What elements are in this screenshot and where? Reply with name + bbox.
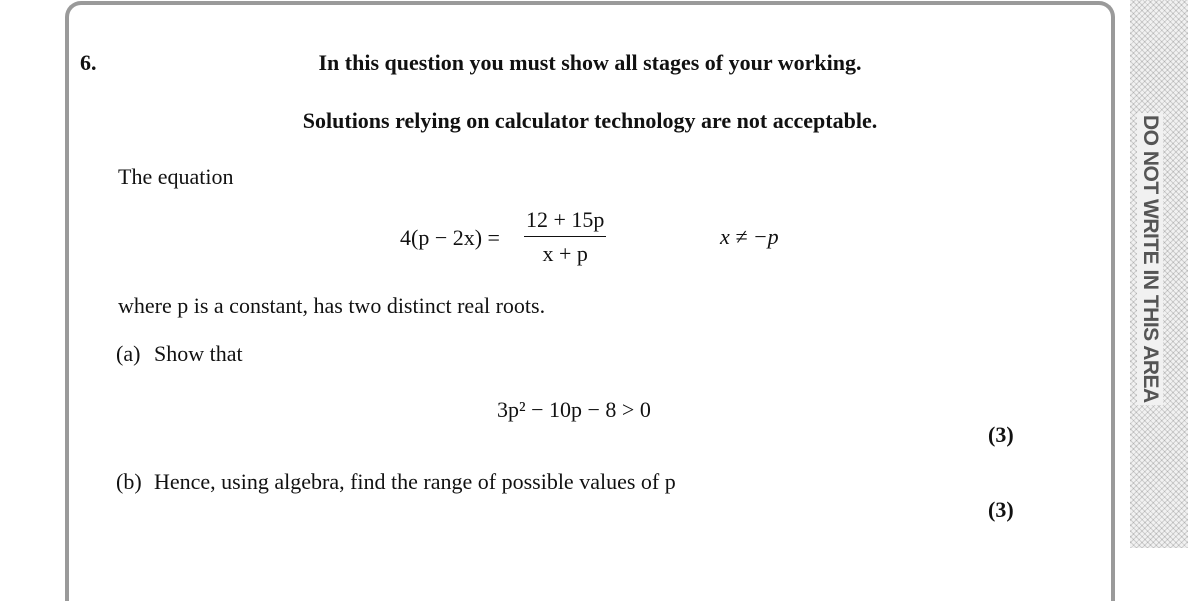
equation-lhs: 4(p − 2x) = <box>400 225 500 250</box>
part-a-inequality: 3p² − 10p − 8 > 0 <box>497 397 651 422</box>
part-a-marks: (3) <box>988 422 1014 447</box>
question-number: 6. <box>80 50 97 75</box>
instruction-calculator: Solutions relying on calculator technology are not acceptable. <box>302 108 878 133</box>
part-a-text: Show that <box>154 341 243 366</box>
intro-text: The equation <box>118 164 234 189</box>
margin-notice: DO NOT WRITE IN THIS AREA <box>1139 115 1162 403</box>
fraction-numerator: 12 + 15p <box>524 207 606 237</box>
part-b-marks: (3) <box>988 497 1014 522</box>
where-text: where p is a constant, has two distinct real roots. <box>118 293 546 318</box>
fraction-denominator: x + p <box>542 241 588 266</box>
equation-condition: x ≠ −p <box>720 224 779 249</box>
part-b-label: (b) <box>116 469 142 494</box>
instruction-working: In this question you must show all stages of your working. <box>318 50 862 75</box>
equation-fraction <box>524 207 606 267</box>
part-a-label: (a) <box>116 341 141 366</box>
part-b-text: Hence, using algebra, find the range of possible values of p <box>154 469 676 494</box>
